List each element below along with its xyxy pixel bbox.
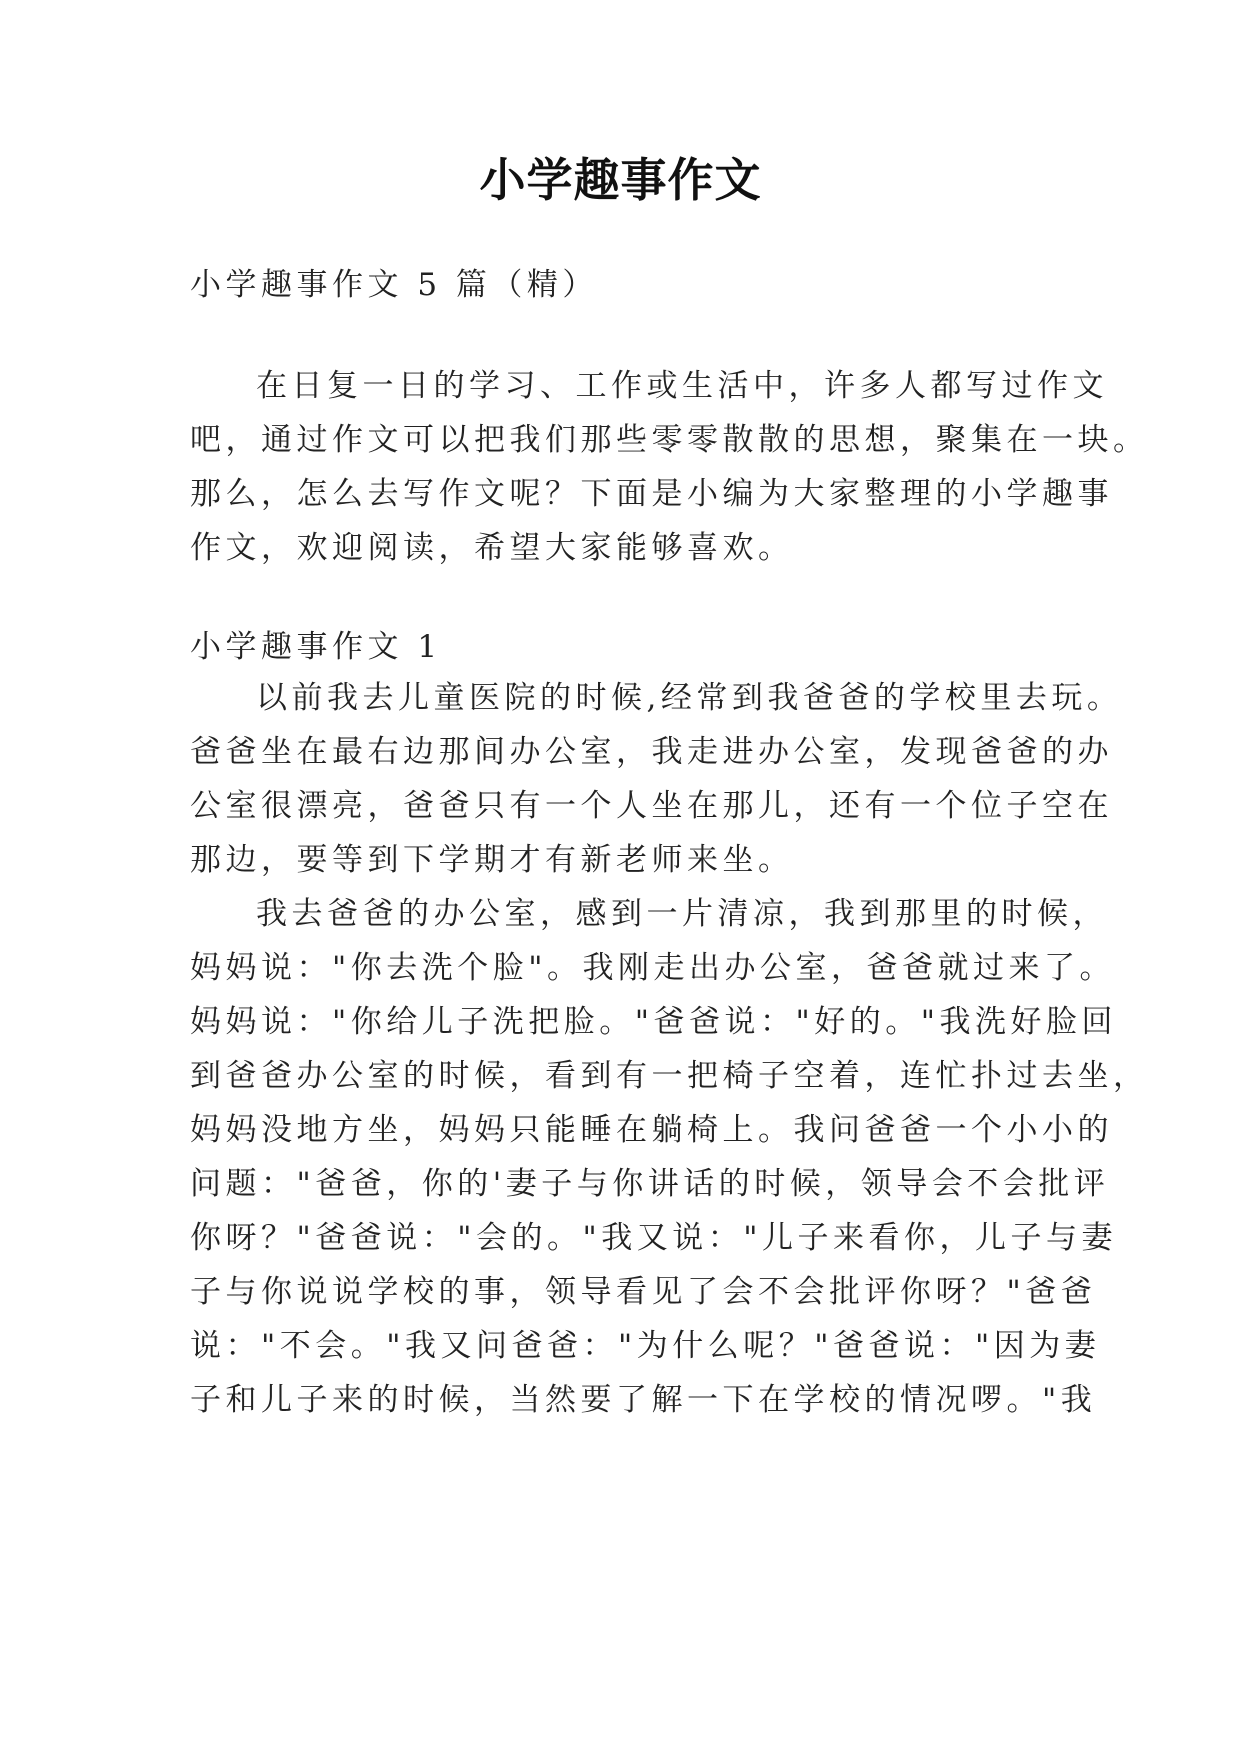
paragraph1-line: 爸爸坐在最右边那间办公室，我走进办公室，发现爸爸的办 [190, 734, 1113, 770]
intro-line: 在日复一日的学习、工作或生活中，许多人都写过作文 [256, 368, 1108, 404]
intro-line: 作文，欢迎阅读，希望大家能够喜欢。 [190, 530, 794, 566]
paragraph2-line: 子和儿子来的时候，当然要了解一下在学校的情况啰。"我 [190, 1382, 1097, 1418]
paragraph1-line: 那边，要等到下学期才有新老师来坐。 [190, 842, 794, 878]
section-heading: 小学趣事作文 1 [190, 629, 442, 665]
paragraph2-line: 妈妈说："你去洗个脸"。我刚走出办公室，爸爸就过来了。 [190, 950, 1116, 986]
paragraph2-line: 你呀？"爸爸说："会的。"我又说："儿子来看你，儿子与妻 [190, 1220, 1118, 1256]
intro-line: 那么，怎么去写作文呢？下面是小编为大家整理的小学趣事 [190, 476, 1113, 512]
paragraph2-line: 子与你说说学校的事，领导看见了会不会批评你呀？"爸爸 [190, 1274, 1097, 1310]
paragraph2-line: 到爸爸办公室的时候，看到有一把椅子空着，连忙扑过去坐， [190, 1058, 1149, 1094]
paragraph2-line: 说："不会。"我又问爸爸："为什么呢？"爸爸说："因为妻 [190, 1328, 1101, 1364]
paragraph2-line: 我去爸爸的办公室，感到一片清凉，我到那里的时候， [256, 896, 1108, 932]
paragraph2-line: 问题："爸爸，你的'妻子与你讲话的时候，领导会不会批评 [190, 1166, 1110, 1202]
paragraph1-line: 公室很漂亮，爸爸只有一个人坐在那儿，还有一个位子空在 [190, 788, 1113, 824]
paragraph1-line: 以前我去儿童医院的时候,经常到我爸爸的学校里去玩。 [256, 680, 1123, 716]
paragraph2-line: 妈妈说："你给儿子洗把脸。"爸爸说："好的。"我洗好脸回 [190, 1004, 1118, 1040]
document-title: 小学趣事作文 [479, 153, 762, 207]
document-subtitle: 小学趣事作文 5 篇（精） [190, 267, 598, 303]
paragraph2-line: 妈妈没地方坐，妈妈只能睡在躺椅上。我问爸爸一个小小的 [190, 1112, 1113, 1148]
intro-line: 吧，通过作文可以把我们那些零零散散的思想，聚集在一块。 [190, 422, 1149, 458]
